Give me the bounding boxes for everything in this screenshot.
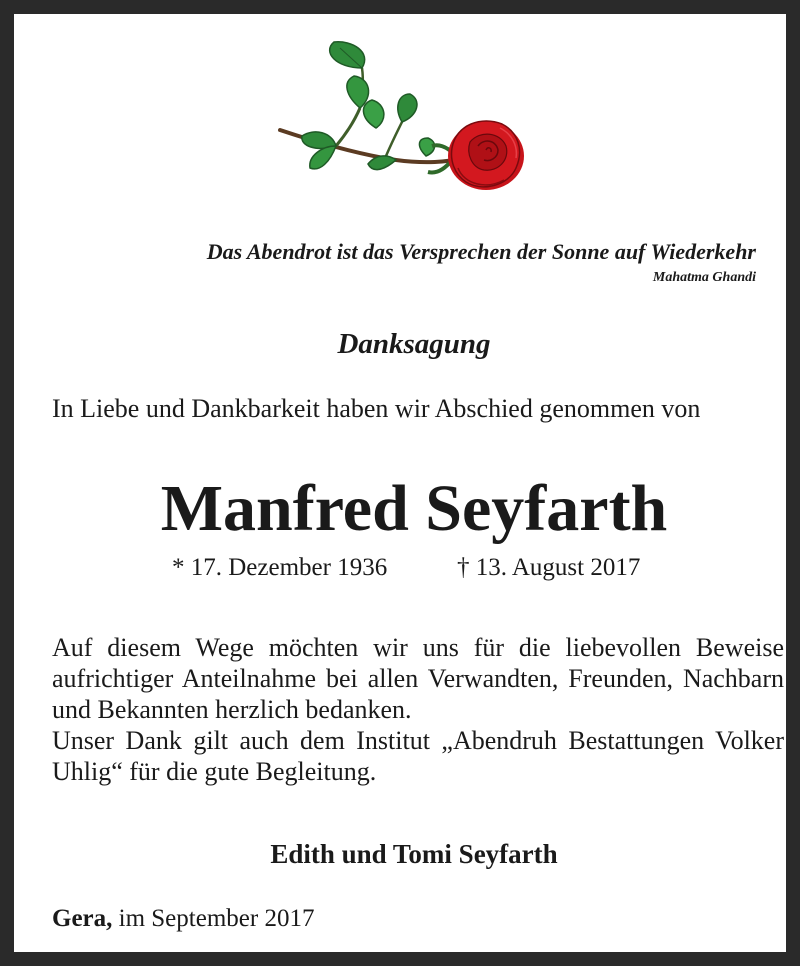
date: im September 2017 [118,905,315,932]
place-date-line [52,903,314,935]
signature: Edith und Tomi Seyfarth [270,839,558,869]
birth-date: * 17. Dezember 1936 [172,554,388,581]
thanks-paragraph-2: Unser Dank gilt auch dem Institut „Abendruh Bestattungen Volker Uhlig“ für die gute Begleitung. [52,726,784,786]
red-rose-icon [276,38,528,206]
death-date: † 13. August 2017 [457,554,641,581]
heading: Danksagung [337,328,491,360]
thanks-paragraph-1: Auf diesem Wege möchten wir uns für die liebevollen Beweise aufrichtiger Anteilnahme bei allen Verwandten, Freunden, Nachbarn und Bekannten herzlich bedanken. [52,633,784,724]
thanks-text [52,632,784,787]
quote-author: Mahatma Ghandi [652,270,756,285]
quote-text: Das Abendrot ist das Versprechen der Sonne auf Wiederkehr [206,239,756,264]
place: Gera, [52,905,113,932]
intro-text: In Liebe und Dankbarkeit haben wir Abschied genommen von [52,394,701,423]
deceased-name: Manfred Seyfarth [160,472,668,545]
